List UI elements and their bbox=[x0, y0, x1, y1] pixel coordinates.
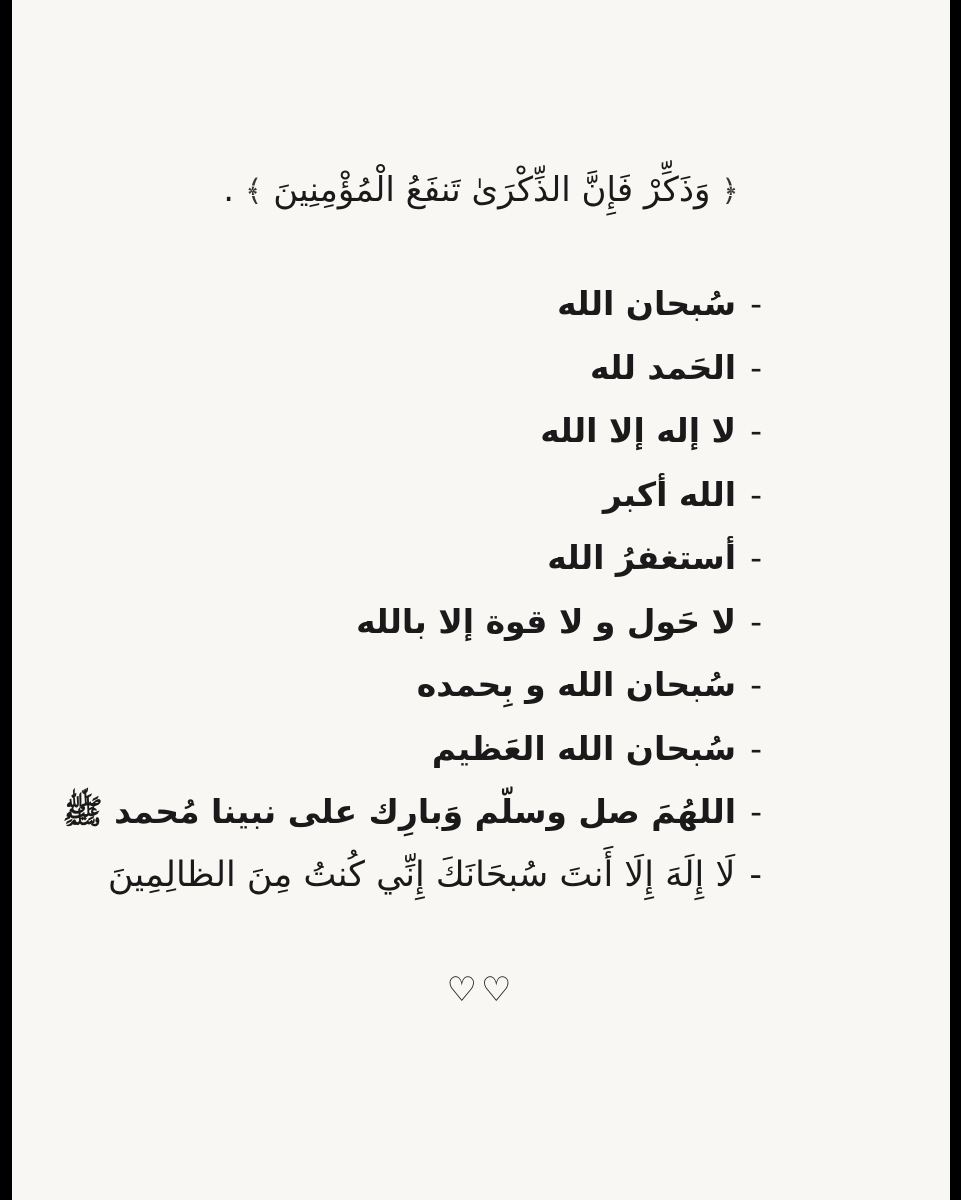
dhikr-text: اللهُمَ صل وسلّم وَبارِك على نبينا مُحمد ﷺ bbox=[62, 792, 737, 831]
quran-verse bbox=[12, 170, 950, 210]
dhikr-text: لا حَول و لا قوة إلا بالله bbox=[356, 601, 737, 641]
list-dash: - bbox=[750, 728, 762, 768]
dhikr-text: الله أكبر bbox=[602, 474, 737, 514]
list-item bbox=[63, 780, 762, 844]
dhikr-text: لَا إِلَهَ إِلَا أَنتَ سُبحَانَكَ إِنِّي كُنتُ مِنَ الظالِمِينَ bbox=[107, 854, 736, 895]
dhikr-text: سُبحان الله و بِحمده bbox=[416, 665, 737, 704]
list-item bbox=[63, 653, 762, 717]
list-dash: - bbox=[749, 854, 762, 895]
verse-text: وَذَكِّرْ فَإِنَّ الذِّكْرَىٰ تَنفَعُ الْمُؤْمِنِينَ bbox=[273, 170, 711, 210]
dhikr-text: الحَمد لله bbox=[590, 347, 737, 387]
ornate-bracket-close: ﴾ bbox=[244, 174, 263, 209]
list-item bbox=[63, 336, 762, 400]
list-dash: - bbox=[750, 601, 762, 641]
dhikr-text: لا إله إلا الله bbox=[540, 411, 737, 450]
list-item bbox=[63, 526, 762, 590]
dhikr-text: سُبحان الله bbox=[557, 284, 737, 323]
list-dash: - bbox=[750, 665, 762, 704]
list-dash: - bbox=[750, 474, 762, 514]
dhikr-text: سُبحان الله العَظيم bbox=[431, 728, 737, 768]
list-dash: - bbox=[750, 284, 762, 323]
list-item bbox=[63, 844, 762, 908]
hearts-icon: ♡♡ bbox=[446, 970, 516, 1010]
list-item bbox=[63, 590, 762, 654]
verse-period: . bbox=[223, 170, 235, 210]
list-dash: - bbox=[750, 538, 762, 577]
list-dash: - bbox=[750, 792, 762, 831]
page-frame bbox=[12, 0, 950, 1200]
dhikr-text: أستغفرُ الله bbox=[547, 538, 737, 577]
list-item bbox=[63, 272, 762, 336]
list-item bbox=[63, 463, 762, 527]
dhikr-list bbox=[63, 272, 762, 907]
list-item bbox=[63, 717, 762, 781]
list-dash: - bbox=[750, 347, 762, 387]
ornate-bracket-open: ﴿ bbox=[721, 174, 739, 209]
list-dash: - bbox=[750, 411, 762, 450]
list-item bbox=[63, 399, 762, 463]
